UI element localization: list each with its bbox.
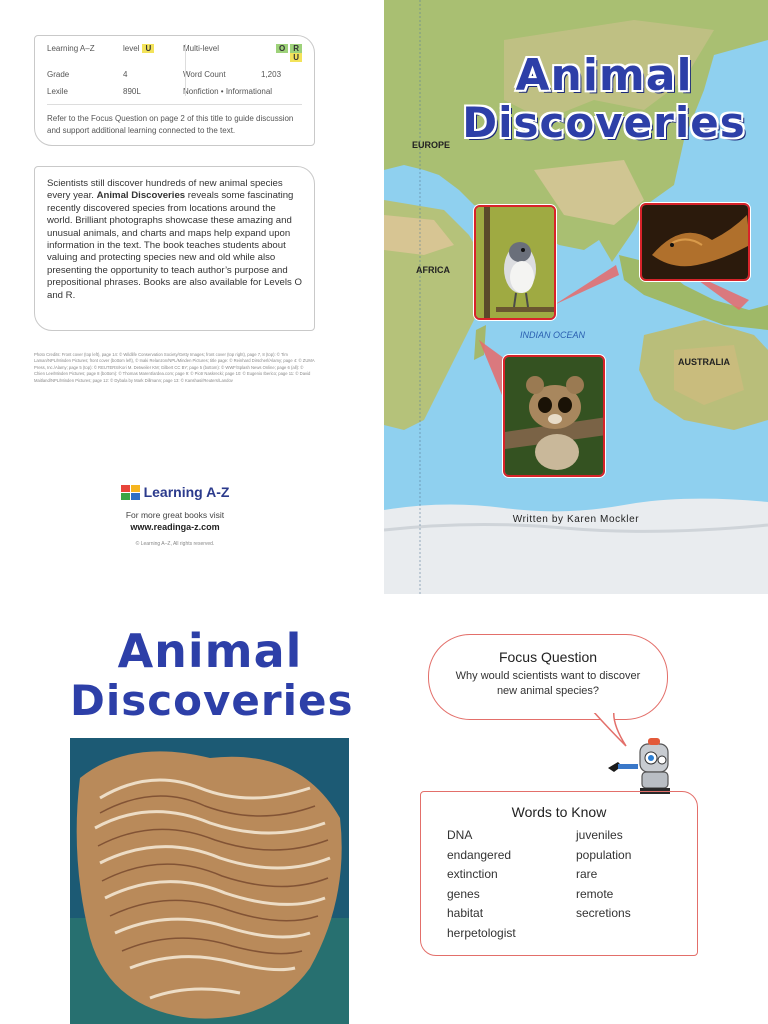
multilevel-badge-r: R (290, 44, 302, 53)
vocab-word: endangered (447, 847, 512, 862)
multilevel-badge-o: O (276, 44, 288, 53)
front-cover (384, 0, 768, 594)
grade-label: Grade (47, 70, 70, 79)
description-book-title: Animal Discoveries (96, 190, 186, 202)
publisher-logo[interactable] (120, 484, 230, 500)
cover-title-line2: Discoveries (462, 98, 746, 147)
vocab-word: genes (447, 886, 480, 901)
book-info-box (34, 35, 315, 146)
description-text-1: Scientists still discover hundreds of new animal species every year. (47, 178, 283, 202)
label-africa: AFRICA (416, 265, 450, 275)
label-australia: AUSTRALIA (678, 357, 730, 367)
description-box (34, 166, 315, 331)
words-to-know-title: Words to Know (511, 804, 607, 820)
photo-bird (474, 205, 556, 320)
publisher-tagline: For more great books visit (125, 510, 225, 520)
multilevel-label: Multi-level (183, 44, 220, 53)
focus-question-text: Why would scientists want to discover new animal species? (455, 670, 641, 697)
label-europe: EUROPE (412, 140, 451, 150)
wordcount-label: Word Count (183, 70, 226, 79)
vocab-word: habitat (447, 906, 484, 920)
photo-bat (640, 203, 750, 281)
words-column-1 (447, 826, 576, 943)
cover-author: Written by Karen Mockler (512, 514, 640, 525)
lexile-value: 890L (123, 87, 141, 96)
label-indian-ocean: INDIAN OCEAN (520, 330, 586, 340)
bat-image (642, 205, 750, 281)
vocab-word: DNA (447, 828, 473, 842)
vocab-word: rare (576, 867, 598, 881)
title-page-line1: Animal (117, 624, 303, 678)
publisher-url-link[interactable]: www.readinga-z.com (130, 522, 220, 532)
bird-image (476, 207, 556, 320)
robot-mascot-icon (604, 738, 682, 794)
genre-text: Nonfiction • Informational (183, 87, 273, 96)
level-badge: U (142, 44, 154, 53)
photo-credits: Photo Credits: Front cover (top left), page 14: © Wildlife Conservation Society/Getty Images; front cover (top right), page 7, 8 (top): © Tim Laman/NPL/Minden Pictures; front cover (bottom left), © Inaki Relanzon/NPL/Minden Pictures; title page: © Reinhard Dirscherl/Alamy; page 4: © ZUMA Press, Inc./Alamy; page 5 (top): © REUTERS/Kori M. Detweiler KM; Gilbert CC BY; page 5 (bottom): © WWF/Splash News Online; page 6 (all): © Chien Lee/Minden Pictures; page 8 (bottom): © Thomas Marent/ardea.com; page 9: © Piotr Naskrecki; page 10: © Eugenio Iberico; page 11: © David Maitland/NPL/Minden Pictures; page 12: © Dybala by Mark Dillmann; page 13: © Kanshasi/Reuters/Landov (34, 352, 315, 383)
frogfish-image (70, 738, 349, 1024)
vocab-word: population (576, 847, 632, 862)
copyright-text: © Learning A–Z, All rights reserved. (135, 541, 215, 547)
words-to-know-box (420, 791, 698, 956)
publisher-name: Learning A-Z (143, 484, 230, 500)
title-page-line2: Discoveries (70, 676, 354, 725)
lemur-image (505, 357, 605, 477)
cover-title-line1: Animal (515, 50, 693, 101)
focus-question-title: Focus Question (498, 649, 598, 665)
vocab-word: juveniles (576, 828, 623, 842)
laz-logo-icon (121, 485, 140, 500)
focus-question-bubble (428, 634, 668, 720)
focus-note: Refer to the Focus Question on page 2 of this title to guide discussion and support additional learning connected to the text. (47, 114, 294, 135)
photo-mouse-lemur (503, 355, 605, 477)
vocab-word: herpetologist (447, 925, 516, 940)
multilevel-badges (261, 44, 302, 62)
title-page-photo-frogfish (70, 738, 349, 1024)
description-text-2: reveals some fascinating recently discovered species from locations around the world. Brilliant photographs showcase these amazing and unusual animals, and charts and maps help expand upon information in the text. The book teaches students about valuing and protecting species new and old while also presenting the opportunity to teach author’s purpose and prepositional phrases. Books are also available for Levels O and R. (47, 190, 302, 301)
multilevel-badge-u: U (290, 53, 302, 62)
words-column-2 (576, 826, 671, 943)
level-field (123, 44, 183, 62)
publisher-block (120, 484, 230, 547)
grade-value: 4 (123, 70, 128, 79)
vocab-word: extinction (447, 867, 498, 881)
lexile-label: Lexile (47, 87, 68, 96)
vocab-word: secretions (576, 906, 631, 920)
wordcount-value: 1,203 (261, 70, 282, 79)
learning-label: Learning A–Z (47, 44, 95, 53)
level-label: level (123, 44, 140, 53)
vocab-word: remote (576, 886, 614, 901)
words-to-know-list (447, 826, 671, 943)
